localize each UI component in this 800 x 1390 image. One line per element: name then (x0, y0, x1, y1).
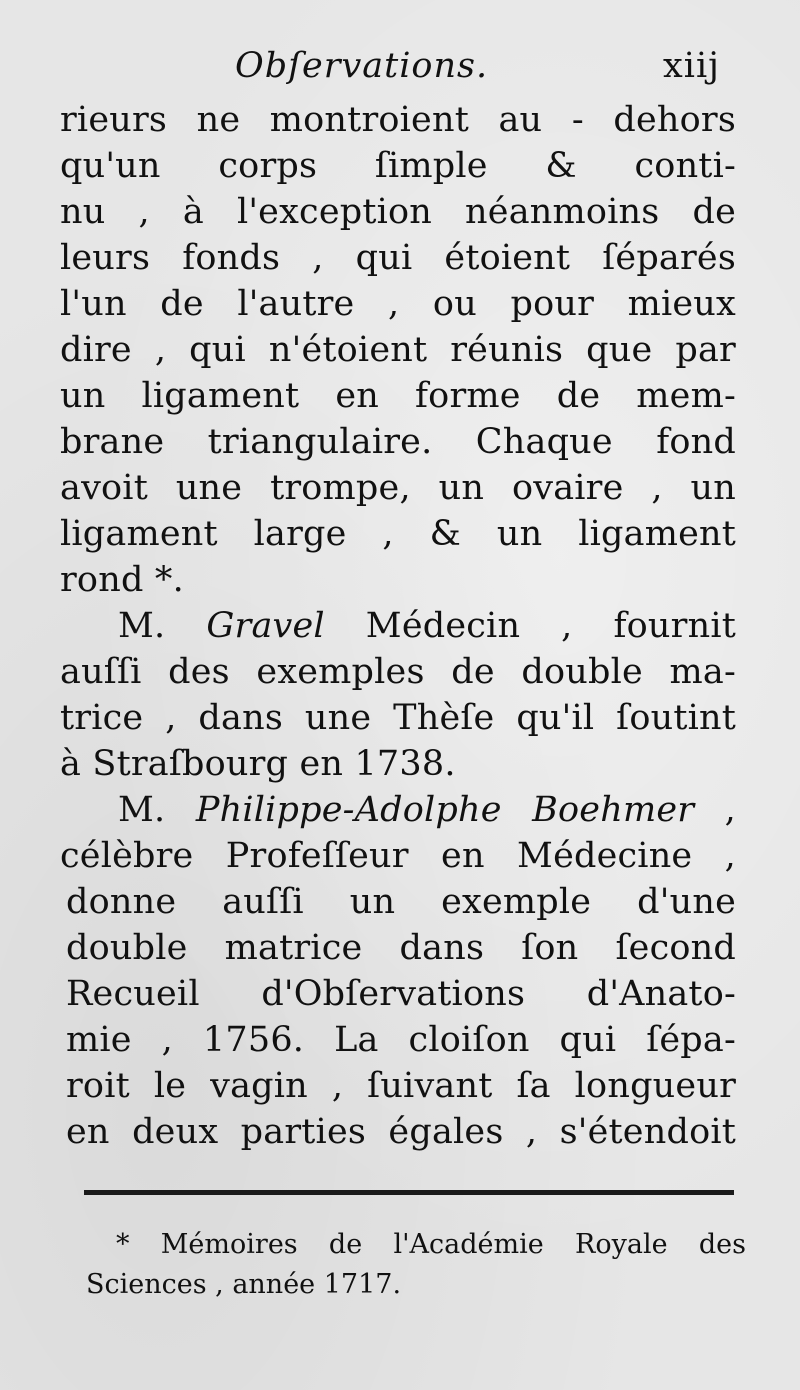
text-fragment: , (694, 790, 736, 830)
footnote-divider (84, 1190, 734, 1195)
text-line: célèbre Profeſſeur en Médecine , (60, 836, 736, 876)
text-line: un ligament en forme de mem- (60, 376, 736, 416)
text-line: roit le vagin , ſuivant ſa longueur (66, 1066, 736, 1106)
running-title: Obſervations. (235, 46, 489, 86)
body-text (60, 97, 736, 1155)
text-line: leurs fonds , qui étoient ſéparés (60, 238, 736, 278)
text-line: donne auſſi un exemple d'une (66, 882, 736, 922)
text-line: nu , à l'exception néanmoins de (60, 192, 736, 232)
text-line: double matrice dans ſon ſecond (66, 928, 736, 968)
text-fragment: Médecin , fournit (324, 606, 736, 646)
text-line: qu'un corps ſimple & conti- (60, 146, 736, 186)
person-name-gravel: Gravel (206, 606, 325, 646)
paragraph-gravel-first-line (60, 603, 736, 649)
person-name-boehmer: Philippe-Adolphe Boehmer (195, 790, 695, 830)
text-line: brane triangulaire. Chaque fond (60, 422, 736, 462)
paragraph-boehmer-first-line (60, 787, 736, 833)
text-line: Recueil d'Obſervations d'Anato- (66, 974, 736, 1014)
footnote-line: Sciences , année 1717. (86, 1269, 402, 1300)
text-line: en deux parties égales , s'étendoit (66, 1112, 736, 1152)
footnote-line: * Mémoires de l'Académie Royale des (116, 1229, 746, 1260)
text-line: avoit une trompe, un ovaire , un (60, 468, 736, 508)
text-line: rieurs ne montroient au - dehors (60, 100, 736, 140)
text-line: trice , dans une Thèſe qu'il ſoutint (60, 698, 736, 738)
text-line: dire , qui n'étoient réunis que par (60, 330, 736, 370)
text-line: rond *. (60, 560, 184, 600)
page-number: xiij (663, 46, 720, 86)
text-fragment: M. (118, 606, 207, 646)
text-line: auſſi des exemples de double ma- (60, 652, 736, 692)
page-header (70, 46, 720, 100)
footnote (86, 1225, 746, 1305)
text-line: ligament large , & un ligament (60, 514, 736, 554)
text-fragment: M. (118, 790, 196, 830)
text-line: à Straſbourg en 1738. (60, 744, 456, 784)
text-line: l'un de l'autre , ou pour mieux (60, 284, 736, 324)
text-line: mie , 1756. La cloiſon qui ſépa- (66, 1020, 736, 1060)
